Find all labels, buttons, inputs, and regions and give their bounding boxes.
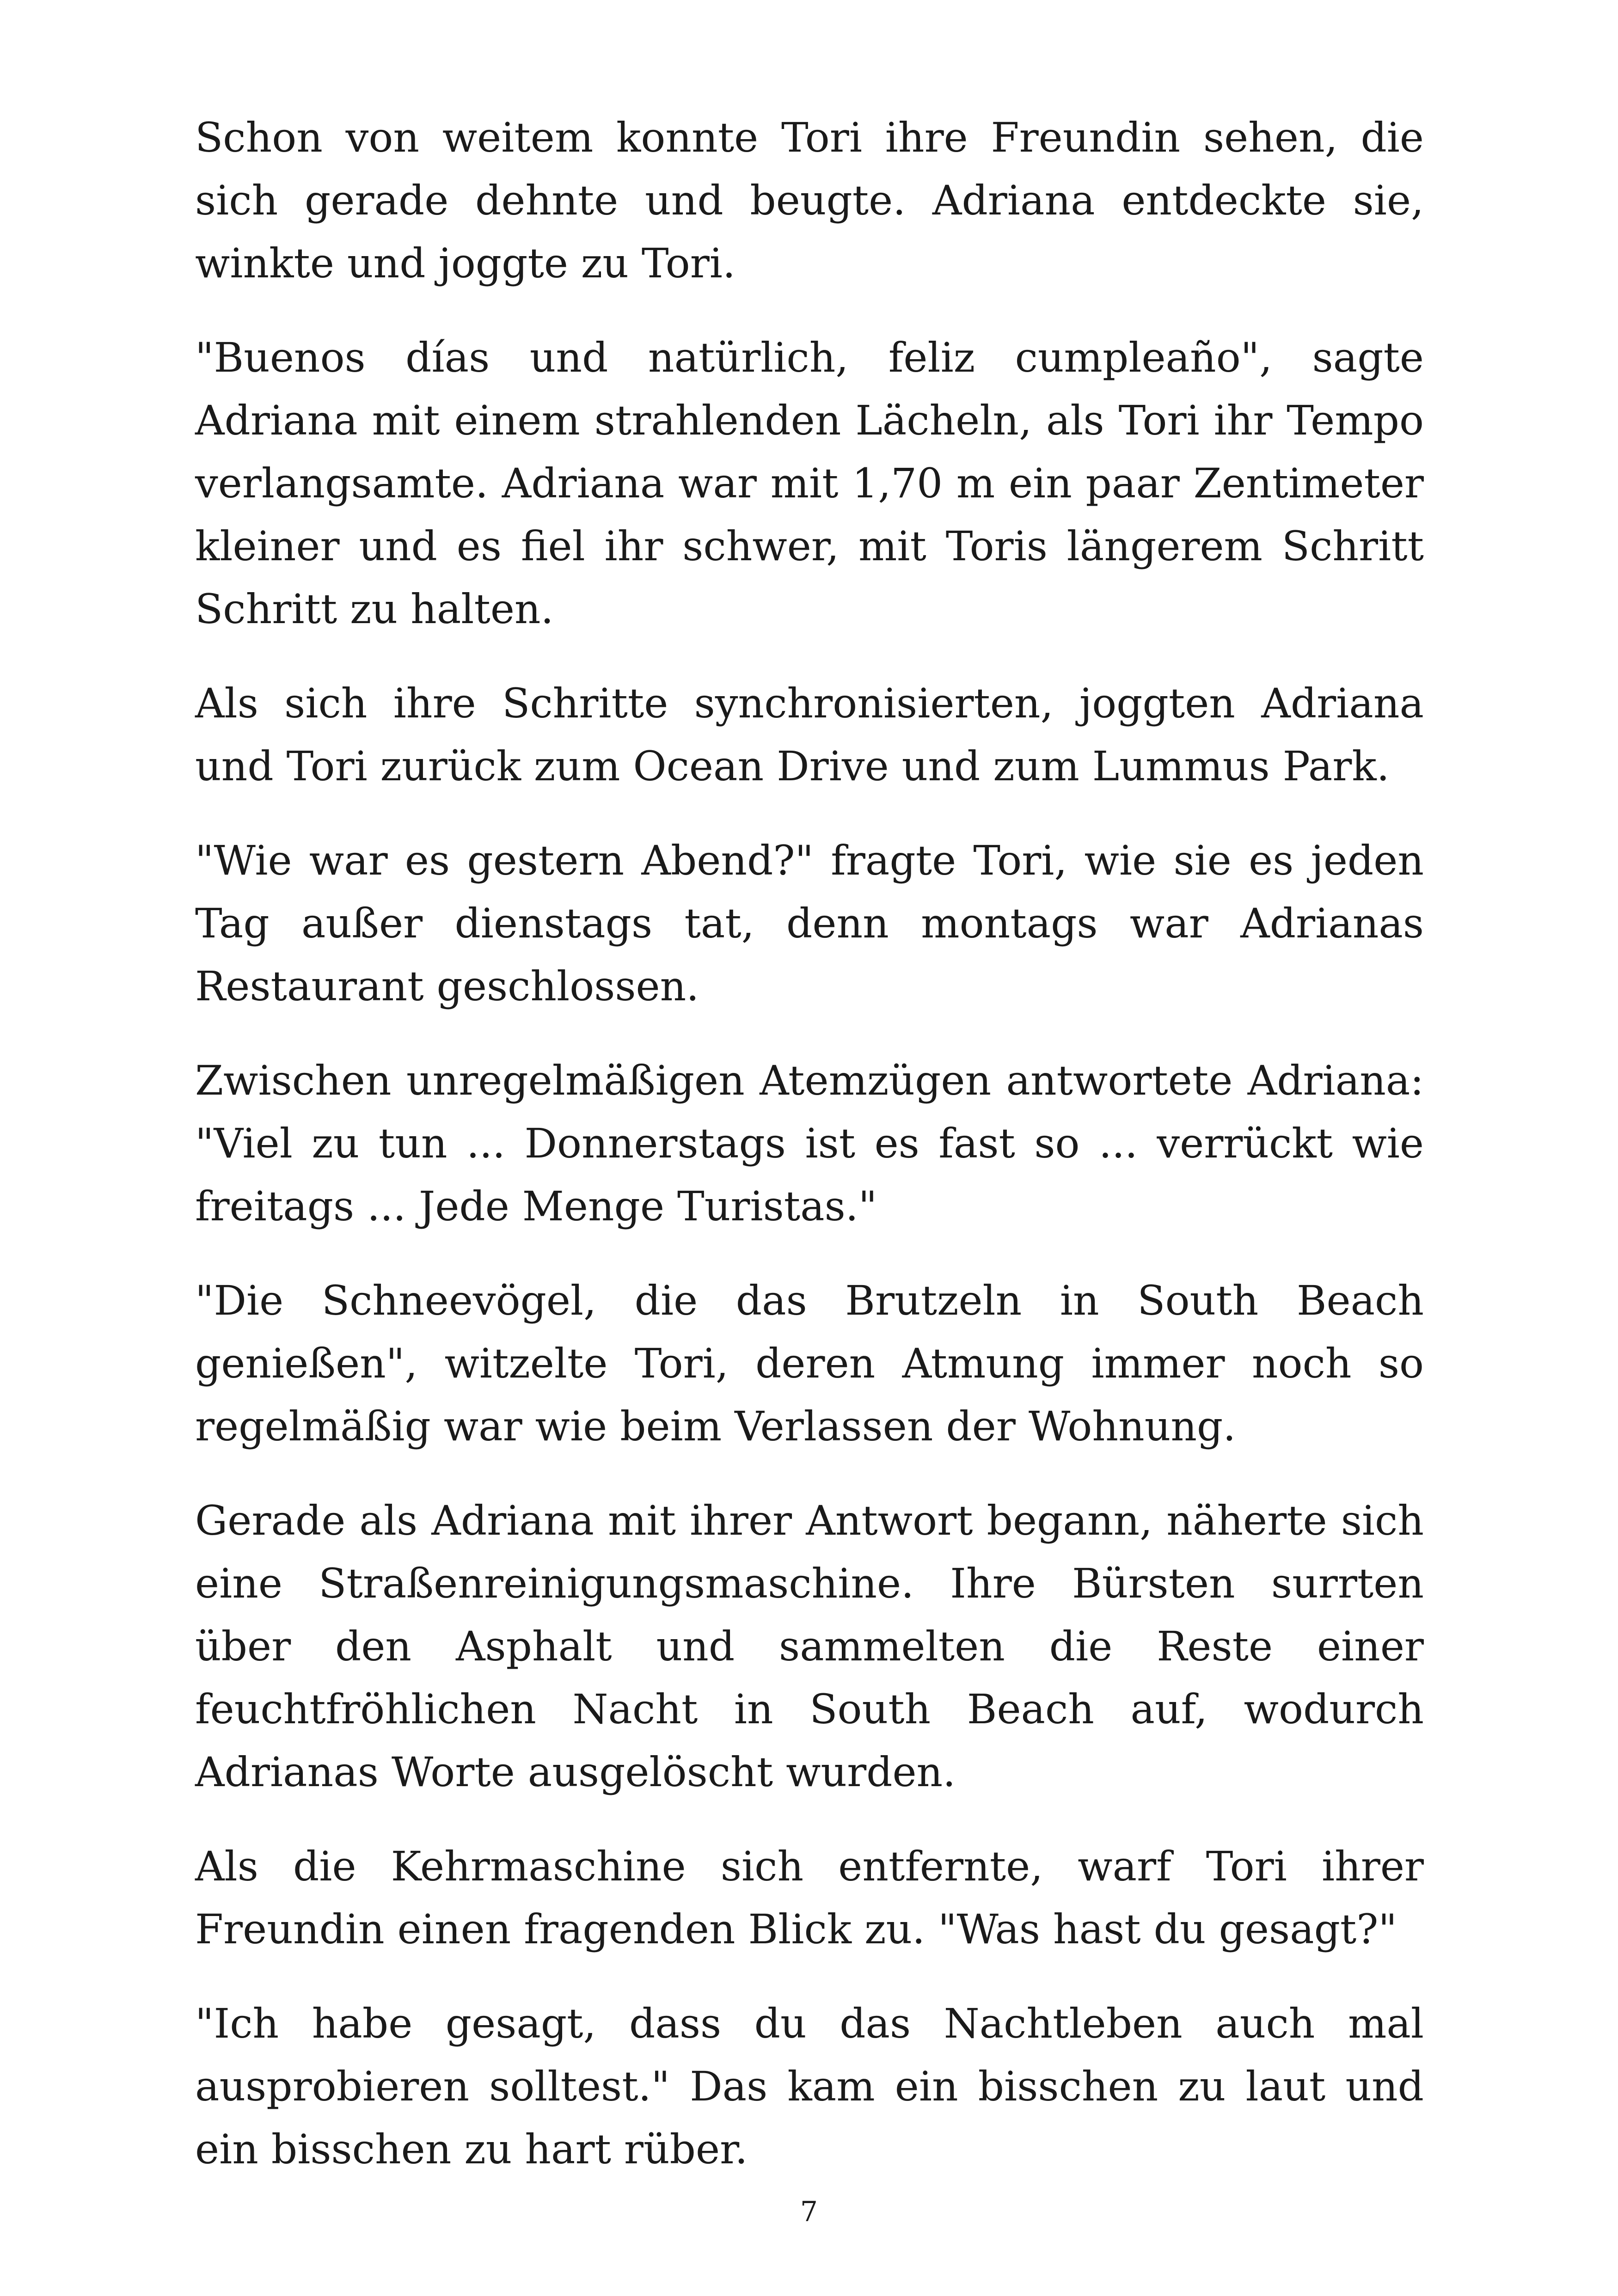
paragraph: "Wie war es gestern Abend?" fragte Tori, wie sie es jeden Tag außer dienstags tat, denn montags war Adrianas Restaurant geschlossen. [195, 837, 1424, 1010]
paragraph: Schon von weitem konnte Tori ihre Freundin sehen, die sich gerade dehnte und beugte. Adriana entdeckte sie, winkte und joggte zu Tori. [195, 114, 1424, 287]
paragraph: Zwischen unregelmäßigen Atemzügen antwortete Adriana: "Viel zu tun ... Donnerstags ist es fast so ... verrückt wie freitags ... Jede Menge Turistas." [195, 1057, 1424, 1230]
paragraph: "Die Schneevögel, die das Brutzeln in South Beach genießen", witzelte Tori, deren Atmung immer noch so regelmäßig war wie beim Verlassen der Wohnung. [195, 1277, 1424, 1450]
paragraph: Als die Kehrmaschine sich entfernte, warf Tori ihrer Freundin einen fragenden Blick zu. "Was hast du gesagt?" [195, 1843, 1424, 1953]
paragraph: Als sich ihre Schritte synchronisierten, joggten Adriana und Tori zurück zum Ocean Drive und zum Lummus Park. [195, 680, 1424, 790]
body-text [195, 106, 1424, 2212]
paragraph: "Buenos días und natürlich, feliz cumpleaño", sagte Adriana mit einem strahlenden Lächeln, als Tori ihr Tempo verlangsamte. Adriana war mit 1,70 m ein paar Zentimeter kleiner und es fiel ihr schwer, mit Toris längerem Schritt Schritt zu halten. [195, 334, 1424, 633]
paragraph: "Ich habe gesagt, dass du das Nachtleben auch mal ausprobieren solltest." Das kam ein bisschen zu laut und ein bisschen zu hart rüber. [195, 2000, 1424, 2173]
page-number: 7 [800, 2196, 818, 2228]
paragraph: Gerade als Adriana mit ihrer Antwort begann, näherte sich eine Straßenreinigungsmaschine. Ihre Bürsten surrten über den Asphalt und sammelten die Reste einer feuchtfröhlichen Nacht in South Beach auf, wodurch Adrianas Worte ausgelöscht wurden. [195, 1497, 1424, 1796]
